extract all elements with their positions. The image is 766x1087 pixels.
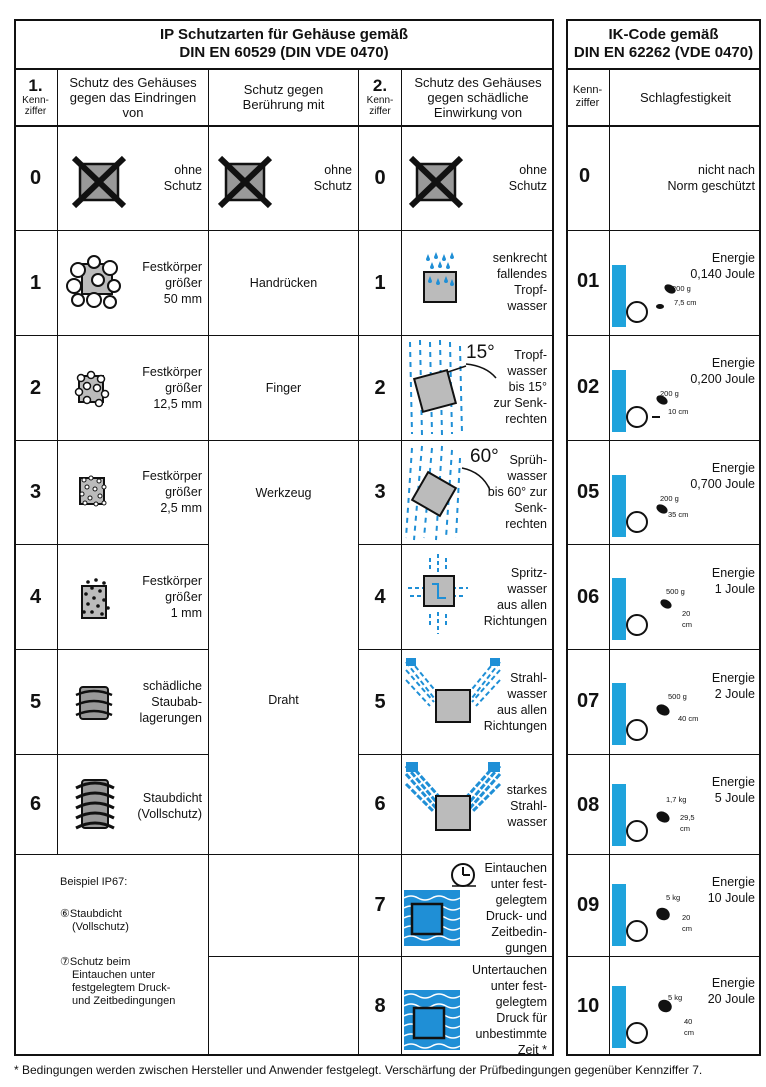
immersion-icon <box>404 890 464 950</box>
water-text: Spritz- wasser aus allen Richtungen <box>483 566 547 628</box>
submersion-icon <box>404 990 464 1052</box>
ik-title: IK-Code gemäß DIN EN 62262 (VDE 0470) <box>573 26 754 61</box>
fine-solids-icon <box>78 578 112 622</box>
dust-protected-icon <box>74 683 114 723</box>
water-text: Eintauchen unter fest- gelegtem Druck- und Zeitbedin- gungen <box>484 861 547 955</box>
contact-text: Handrücken <box>249 276 318 290</box>
large-solids-icon <box>64 254 134 312</box>
header-ingress: Schutz des Gehäuses gegen das Eindringen von <box>69 74 197 120</box>
impact-test-icon: 200 g 7,5 cm <box>612 265 702 330</box>
header-second-digit: 2. Kenn- ziffer <box>366 76 394 117</box>
ik-code: 06 <box>577 586 600 608</box>
solid-text: Festkörper größer 50 mm <box>142 260 202 306</box>
water-digit: 3 <box>374 481 386 503</box>
ip-title: IP Schutzarten für Gehäuse gemäß DIN EN 60529 (DIN VDE 0470) <box>159 26 409 61</box>
solid-text: Staubdicht (Vollschutz) <box>137 791 202 821</box>
ik-text: Energie 10 Joule <box>707 875 755 905</box>
water-text: Untertauchen unter fest- gelegtem Druck für unbestimmte Zeit * <box>471 963 547 1057</box>
ik-text: Energie 2 Joule <box>711 671 755 701</box>
header-contact: Schutz gegen Berührung mit <box>242 82 325 112</box>
water-text: starkes Strahl- wasser <box>506 783 547 829</box>
water-digit: 6 <box>374 793 386 815</box>
header-ik-digit: Kenn- ziffer <box>572 84 603 109</box>
header-impact: Schlagfestigkeit <box>639 89 732 105</box>
impact-test-icon: 200 g 35 cm <box>612 475 702 540</box>
water-digit: 7 <box>374 894 386 916</box>
ik-code: 0 <box>579 165 591 187</box>
contact-text: Finger <box>265 381 302 395</box>
header-first-digit: 1. Kenn- ziffer <box>22 76 49 117</box>
small-solids-icon <box>76 474 110 510</box>
water-digit: 1 <box>374 271 386 294</box>
ik-text: nicht nach Norm geschützt <box>667 163 755 193</box>
impact-test-icon: 1,7 kg 29,5 cm <box>612 784 702 849</box>
water-digit: 2 <box>374 376 386 399</box>
solid-text: ohne Schutz <box>163 163 202 193</box>
ik-code: 05 <box>577 481 600 503</box>
ik-code: 02 <box>577 376 600 398</box>
solid-digit: 3 <box>29 481 42 503</box>
water-text: Sprüh- wasser bis 60° zur Senk- rechten <box>487 453 547 531</box>
solid-digit: 4 <box>29 585 42 608</box>
footnote: * Bedingungen werden zwischen Hersteller und Anwender festgelegt. Verschärfung der Prüfbedingungen gegenüber Kennziffer 7. <box>14 1063 703 1077</box>
impact-test-icon: 200 g 10 cm <box>612 370 702 435</box>
contact-text: ohne Schutz <box>313 163 352 193</box>
ik-text: Energie 5 Joule <box>711 775 755 805</box>
timer-icon <box>450 860 480 890</box>
impact-test-icon: 5 kg 40 cm <box>612 986 702 1051</box>
solid-digit: 6 <box>29 793 42 815</box>
dripping-water-icon <box>418 250 462 306</box>
no-protection-icon <box>216 156 276 208</box>
solid-digit: 0 <box>29 166 42 189</box>
no-protection-icon <box>407 156 467 208</box>
solid-digit: 1 <box>29 271 42 294</box>
water-digit: 5 <box>374 690 386 713</box>
dust-tight-icon <box>74 776 116 832</box>
strong-water-jet-icon <box>404 762 502 834</box>
medium-solids-icon <box>73 370 111 410</box>
water-text: Tropf- wasser bis 15° zur Senk- rechten <box>493 348 547 426</box>
ik-text: Energie 1 Joule <box>711 566 755 596</box>
ik-code: 08 <box>577 794 600 816</box>
solid-text: Festkörper größer 2,5 mm <box>142 469 202 515</box>
ik-text: Energie 0,140 Joule <box>690 251 755 281</box>
water-text: senkrecht fallendes Tropf- wasser <box>492 251 547 313</box>
water-text: ohne Schutz <box>508 163 547 193</box>
ik-code: 07 <box>577 690 600 712</box>
water-digit: 8 <box>374 995 386 1017</box>
solid-text: Festkörper größer 1 mm <box>142 574 202 620</box>
ik-text: Energie 20 Joule <box>707 976 755 1006</box>
ik-text: Energie 0,700 Joule <box>690 461 755 491</box>
solid-digit: 5 <box>29 690 42 713</box>
splash-water-icon <box>408 554 470 640</box>
impact-test-icon: 500 g 40 cm <box>612 683 702 748</box>
angle-label: 15° <box>466 342 495 363</box>
ik-text: Energie 0,200 Joule <box>690 356 755 386</box>
ik-code: 10 <box>577 995 600 1017</box>
no-protection-icon <box>70 156 130 208</box>
water-digit: 0 <box>374 166 386 189</box>
example-box: Beispiel IP67: ⑥Staubdicht (Vollschutz) ⑦Schutz beim Eintauchen unter festgelegtem Druck- und Zeitbedingungen <box>60 876 176 1007</box>
water-digit: 4 <box>374 585 386 608</box>
ik-code: 01 <box>577 270 600 292</box>
contact-wire: Draht <box>268 692 299 707</box>
solid-text: Festkörper größer 12,5 mm <box>142 365 202 411</box>
header-water: Schutz des Gehäuses gegen schädliche Einwirkung von <box>414 74 542 120</box>
ik-code: 09 <box>577 894 600 916</box>
water-text: Strahl- wasser aus allen Richtungen <box>483 671 547 733</box>
impact-test-icon: 500 g 20 cm <box>612 578 702 643</box>
solid-text: schädliche Staubab- lagerungen <box>139 679 202 725</box>
angle-label: 60° <box>470 446 499 467</box>
impact-test-icon: 5 kg 20 cm <box>612 884 702 949</box>
solid-digit: 2 <box>29 376 42 399</box>
contact-text: Werkzeug <box>255 485 312 500</box>
